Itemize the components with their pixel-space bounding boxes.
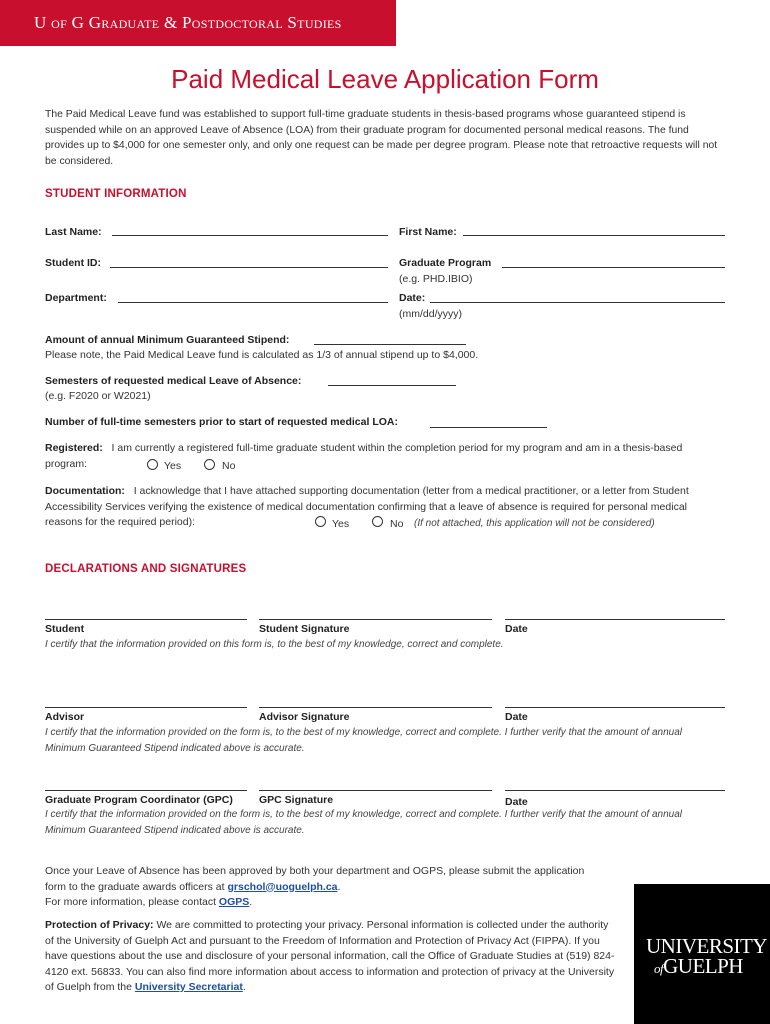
gpc-date-label: Date [505,796,528,808]
submit-text: Once your Leave of Absence has been approved by both your department and OGPS, please submit the application form to the graduate awards officers at [45,865,585,893]
intro-paragraph: The Paid Medical Leave fund was established to support full-time graduate students in thesis-based programs whose guaranteed stipend is suspended while on an approved Leave of Absence (LOA) from their graduate program for documented personal medical reasons. The fund provides up to $4,000 for one semester only, and only one request can be made per degree program. Please note that retroactive requests will not be considered. [45,109,718,167]
gpc-label: Graduate Program Coordinator (GPC) [45,794,233,806]
page-title: Paid Medical Leave Application Form [171,64,599,94]
logo-of: of [654,961,664,976]
student-label: Student [45,623,85,635]
privacy-paragraph [45,918,620,996]
date-hint: (mm/dd/yyyy) [399,308,462,320]
graduate-program-field[interactable] [502,267,725,268]
stipend-field[interactable] [314,344,466,345]
registered-label: Registered: [45,442,103,454]
submit-period: . [337,880,341,893]
student-signature-field[interactable] [259,619,492,620]
gpc-signature-label: GPC Signature [259,794,334,806]
gpc-date-field[interactable] [505,790,725,791]
graduate-program-label: Graduate Program [399,257,492,269]
advisor-signature-field[interactable] [259,707,492,708]
documentation-no-radio[interactable] [372,516,383,527]
student-id-field[interactable] [110,267,388,268]
prior-semesters-label: Number of full-time semesters prior to start of requested medical LOA: [45,416,398,428]
student-date-field[interactable] [505,619,725,620]
registered-no-radio[interactable] [204,459,215,470]
email-link[interactable]: grschol@uoguelph.ca [227,880,338,893]
student-information-heading: STUDENT INFORMATION [45,188,187,200]
logo-line-2 [654,954,743,979]
student-date-label: Date [505,623,528,635]
university-of-guelph-logo [634,884,770,1024]
stipend-label: Amount of annual Minimum Guaranteed Stipend: [45,334,290,346]
student-certify-text: I certify that the information provided on this form is, to the best of my knowledge, correct and complete. [45,639,504,650]
ogps-link[interactable]: OGPS [218,896,250,908]
registered-yes-label: Yes [164,460,182,472]
department-field[interactable] [118,302,388,303]
more-info-period: . [249,896,253,908]
date-field[interactable] [430,302,725,303]
prior-semesters-field[interactable] [430,427,547,428]
gpc-name-field[interactable] [45,790,247,791]
privacy-label: Protection of Privacy: [45,919,154,931]
graduate-program-hint: (e.g. PHD.IBIO) [399,273,473,285]
privacy-period: . [242,981,246,993]
header-banner: U of G Graduate & Postdoctoral Studies [0,0,396,46]
documentation-no-label: No [390,518,404,530]
registered-text: I am currently a registered full-time graduate student within the completion period for my program and am in a thesis-based program: [45,442,683,470]
student-signature-label: Student Signature [259,623,350,635]
documentation-yes-radio[interactable] [315,516,326,527]
not-attached-note: (If not attached, this application will not be considered) [414,518,655,529]
documentation-yes-label: Yes [332,518,350,530]
last-name-label: Last Name: [45,226,102,238]
gpc-signature-field[interactable] [259,790,492,791]
gpc-certify-text: I certify that the information provided on the form is, to the best of my knowledge, correct and complete. I further verify that the amount of annual Minimum Guaranteed Stipend indicated above is accurate. [45,809,682,836]
first-name-field[interactable] [463,235,725,236]
semesters-label: Semesters of requested medical Leave of Absence: [45,375,302,387]
secretariat-link[interactable]: University Secretariat [134,981,243,993]
logo-line-1: UNIVERSITY [646,934,767,958]
semesters-hint: (e.g. F2020 or W2021) [45,390,151,402]
advisor-date-label: Date [505,711,528,723]
advisor-date-field[interactable] [505,707,725,708]
documentation-text: I acknowledge that I have attached supporting documentation (letter from a medical practitioner, or a letter from Student Accessibility Services verifying the existence of medical documentation confirming that a leave of absence is required for personal medical reasons for the required period): [45,485,689,528]
logo-guelph: GUELPH [663,954,743,978]
advisor-certify-text: I certify that the information provided on the form is, to the best of my knowledge, correct and complete. I further verify that the amount of annual Minimum Guaranteed Stipend indicated above is accurate. [45,727,682,754]
more-info-text: For more information, please contact [45,896,216,908]
declarations-heading: DECLARATIONS AND SIGNATURES [45,563,247,575]
date-label: Date: [399,292,426,304]
registered-no-label: No [222,460,236,472]
semesters-field[interactable] [328,385,456,386]
department-label: Department: [45,292,107,304]
student-name-field[interactable] [45,619,247,620]
advisor-name-field[interactable] [45,707,247,708]
submit-paragraph [45,864,605,911]
student-id-label: Student ID: [45,257,101,269]
advisor-signature-label: Advisor Signature [259,711,350,723]
last-name-field[interactable] [112,235,388,236]
stipend-note: Please note, the Paid Medical Leave fund is calculated as 1/3 of annual stipend up to $4,000. [45,349,479,361]
documentation-label: Documentation: [45,485,125,497]
advisor-label: Advisor [45,711,85,723]
first-name-label: First Name: [399,226,457,238]
privacy-text: We are committed to protecting your privacy. Personal information is collected under the authority of the University of Guelph Act and pursuant to the Freedom of Information and Protection of Privacy Act (FIPPA). If you have questions about the use and disclosure of your personal information, call the Office of Graduate Studies at (519) 824-4120 ext. 56833. You can also find more information about access to information and protection of privacy at the University of Guelph from the [45,919,615,993]
registered-yes-radio[interactable] [147,459,158,470]
